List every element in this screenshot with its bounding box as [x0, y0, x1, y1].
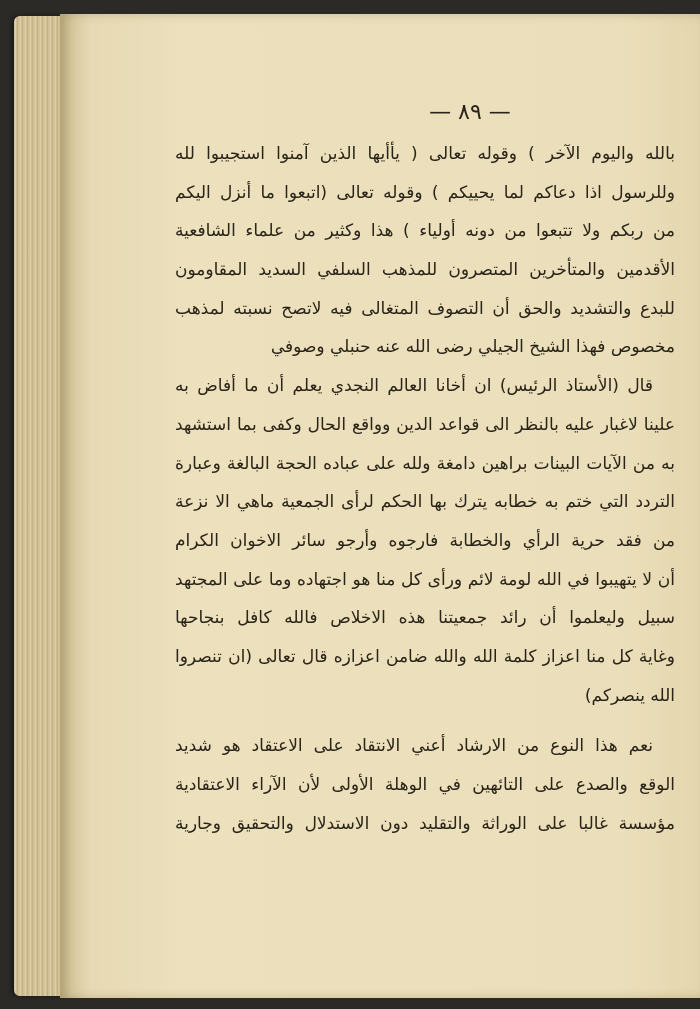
page-number: — ٨٩ —: [429, 100, 511, 125]
text-line: سبيل وليعلموا أن رائد جمعيتنا هذه الاخلاص فالله كافل بنجاحها: [175, 608, 675, 629]
page-text: [175, 135, 675, 843]
text-line: الأقدمين والمتأخرين المتصرون للمذهب السلفي السديد المقاومون: [175, 260, 675, 281]
text-line: الله ينصركم): [584, 685, 675, 706]
text-line: الوقع والصدع على التائهين في الوهلة الأولى لأن الآراء الاعتقادية: [175, 775, 675, 795]
text-line: قال (الأستاذ الرئيس) ان أخانا العالم النجدي يعلم أن ما أفاض به: [175, 376, 653, 397]
text-line: وغاية كل منا اعزاز كلمة الله والله ضامن اعزازه قال تعالى (ان تنصروا: [175, 646, 675, 667]
text-line: علينا لاغبار عليه بالنظر الى قواعد الدين وواقع الحال وكفى بما استشهد: [175, 414, 675, 435]
text-line: وللرسول اذا دعاكم لما يحييكم ) وقوله تعالى (اتبعوا ما أنزل اليكم: [175, 182, 675, 203]
text-line: من ربكم ولا تتبعوا من دونه أولياء ) هذا وكثير من علماء الشافعية: [175, 221, 675, 242]
text-line: به من الآيات البينات براهين دامغة ولله على عباده الحجة البالغة وعبارة: [175, 453, 675, 474]
text-line: مخصوص فهذا الشيخ الجيلي رضى الله عنه حنبلي وصوفي: [270, 337, 675, 358]
text-line: بالله واليوم الآخر ) وقوله تعالى ( يأأيها الذين آمنوا استجيبوا لله: [175, 144, 675, 164]
text-line: التردد التي ختم به خطابه يترك بها الحكم لرأى الجمعية ماهي الا نزعة: [175, 492, 675, 513]
text-line: مؤسسة غالبا على الوراثة والتقليد دون الاستدلال والتحقيق وجارية: [175, 813, 675, 834]
text-line: من فقد حرية الرأي والخطابة فارجوه وأرجو سائر الاخوان الكرام: [175, 530, 675, 551]
paragraph-gap: [175, 715, 675, 727]
text-line: نعم هذا النوع من الارشاد أعني الانتقاد على الاعتقاد هو شديد: [175, 736, 653, 757]
text-line: أن لا يتهيبوا في الله لومة لائم ورأى كل منا هو اجتهاده وما على المجتهد: [175, 569, 675, 590]
text-line: للبدع والتشديد والحق أن التصوف المتغالى فيه لاتصح نسبته لمذهب: [175, 298, 675, 319]
